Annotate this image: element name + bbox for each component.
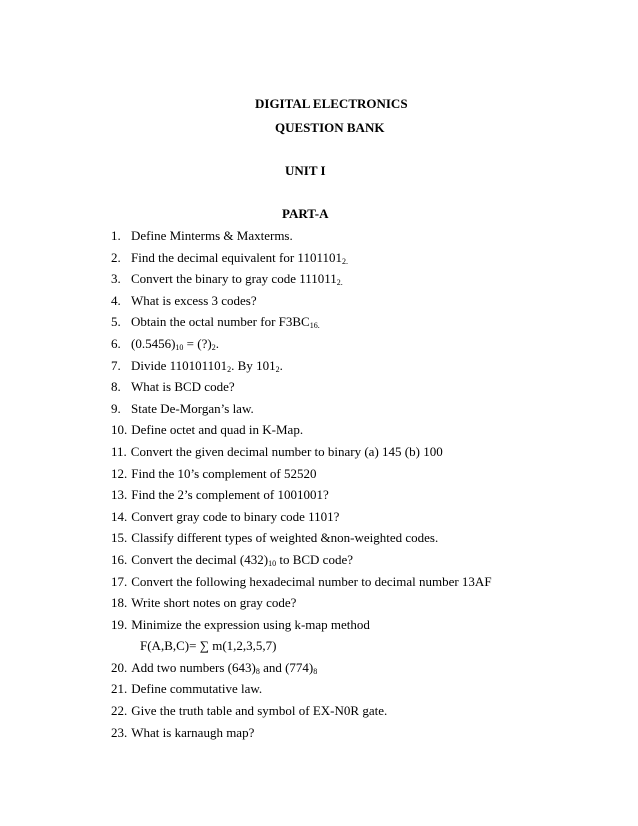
question-text bbox=[131, 506, 339, 528]
question-text bbox=[131, 527, 438, 549]
question-item bbox=[111, 355, 611, 377]
question-text-part: Find the decimal equivalent for 1101101 bbox=[131, 249, 342, 265]
question-item bbox=[111, 722, 611, 744]
question-number: 3. bbox=[111, 271, 121, 287]
question-item bbox=[111, 463, 611, 485]
question-text bbox=[131, 614, 370, 636]
question-text-part: What is karnaugh map? bbox=[131, 724, 255, 740]
question-text-part: Write short notes on gray code? bbox=[131, 595, 297, 611]
question-text bbox=[131, 722, 254, 744]
question-text bbox=[131, 398, 254, 420]
subscript: 8 bbox=[313, 666, 318, 676]
question-text bbox=[131, 290, 257, 312]
question-item bbox=[111, 549, 611, 571]
question-text-part: Convert the decimal (432) bbox=[131, 551, 269, 567]
question-item bbox=[111, 484, 611, 506]
question-item bbox=[111, 614, 611, 636]
subscript: 2 bbox=[211, 342, 216, 352]
question-text-part: Define Minterms & Maxterms. bbox=[131, 228, 293, 243]
question-text bbox=[131, 268, 343, 290]
question-number: 8. bbox=[111, 379, 121, 395]
question-text-part: Define commutative law. bbox=[131, 681, 263, 697]
question-item bbox=[111, 333, 611, 355]
question-text-part: . By 101 bbox=[231, 357, 276, 373]
question-text bbox=[131, 225, 293, 247]
subscript: 2 bbox=[227, 364, 232, 374]
question-number: 7. bbox=[111, 357, 121, 373]
question-text bbox=[131, 311, 320, 333]
question-item bbox=[111, 225, 611, 247]
question-text bbox=[131, 419, 303, 441]
question-number: 9. bbox=[111, 400, 121, 416]
question-text-part: = (?) bbox=[183, 335, 212, 351]
question-number: 11. bbox=[111, 443, 127, 459]
question-number: 18. bbox=[111, 595, 128, 611]
question-item bbox=[111, 506, 611, 528]
question-item bbox=[111, 441, 611, 463]
question-number: 4. bbox=[111, 292, 121, 308]
question-number: 14. bbox=[111, 508, 128, 524]
question-number: 1. bbox=[111, 228, 121, 243]
question-text-part: . bbox=[215, 335, 219, 351]
question-text-part: What is BCD code? bbox=[131, 379, 235, 395]
question-text-part: Convert the following hexadecimal number to decimal number 13AF bbox=[131, 573, 492, 589]
question-text bbox=[131, 463, 316, 485]
question-text-part: and (774) bbox=[259, 659, 314, 675]
question-text-part: to BCD code? bbox=[276, 551, 353, 567]
document-title: DIGITAL ELECTRONICS bbox=[255, 96, 408, 111]
question-text bbox=[131, 247, 348, 269]
question-number: 22. bbox=[111, 703, 128, 719]
question-text bbox=[131, 700, 387, 722]
question-item bbox=[111, 700, 611, 722]
question-text-part: Add two numbers (643) bbox=[131, 659, 256, 675]
part-heading: PART-A bbox=[282, 206, 329, 221]
question-number: 13. bbox=[111, 487, 128, 503]
question-text-part: State De-Morgan’s law. bbox=[131, 400, 254, 416]
question-item bbox=[111, 311, 611, 333]
question-text bbox=[131, 657, 317, 679]
question-item bbox=[111, 527, 611, 549]
question-text-part: Give the truth table and symbol of EX-N0R gate. bbox=[131, 703, 388, 719]
question-item bbox=[111, 678, 611, 700]
question-text-part: Find the 10’s complement of 52520 bbox=[131, 465, 317, 481]
subscript: 2. bbox=[336, 278, 343, 288]
question-text bbox=[131, 355, 283, 377]
question-item bbox=[111, 419, 611, 441]
subscript: 2 bbox=[275, 364, 280, 374]
question-text bbox=[131, 592, 296, 614]
question-expression: F(A,B,C)= ∑ m(1,2,3,5,7) bbox=[140, 638, 277, 654]
question-text bbox=[131, 678, 262, 700]
question-text bbox=[131, 376, 235, 398]
subscript: 10 bbox=[175, 342, 184, 352]
question-text-part: Find the 2’s complement of 1001001? bbox=[131, 487, 329, 503]
question-number: 2. bbox=[111, 249, 121, 265]
question-item bbox=[111, 268, 611, 290]
question-number: 6. bbox=[111, 335, 121, 351]
question-text-part: Classify different types of weighted &non-weighted codes. bbox=[131, 530, 439, 546]
unit-heading: UNIT I bbox=[285, 163, 326, 178]
question-item bbox=[111, 398, 611, 420]
question-item bbox=[111, 571, 611, 593]
question-text-part: Define octet and quad in K-Map. bbox=[131, 422, 304, 438]
question-text-part: Minimize the expression using k-map method bbox=[131, 616, 370, 632]
question-number: 21. bbox=[111, 681, 128, 697]
question-number: 12. bbox=[111, 465, 128, 481]
question-text-part: Convert gray code to binary code 1101? bbox=[131, 508, 340, 524]
question-item bbox=[111, 290, 611, 312]
question-list bbox=[111, 225, 611, 743]
question-item bbox=[111, 247, 611, 269]
question-item bbox=[111, 657, 611, 679]
question-number: 17. bbox=[111, 573, 128, 589]
subscript: 10 bbox=[268, 558, 277, 568]
question-text-part: . bbox=[279, 357, 283, 373]
subscript: 8 bbox=[255, 666, 260, 676]
subscript: 16. bbox=[309, 321, 320, 331]
question-number: 16. bbox=[111, 551, 128, 567]
question-text bbox=[131, 333, 219, 355]
question-text-part: (0.5456) bbox=[131, 335, 176, 351]
question-text-part: What is excess 3 codes? bbox=[131, 292, 257, 308]
question-number: 10. bbox=[111, 422, 128, 438]
question-number: 15. bbox=[111, 530, 128, 546]
question-text bbox=[131, 484, 329, 506]
question-text bbox=[131, 571, 491, 593]
question-text-part: Divide 110101101 bbox=[131, 357, 228, 373]
question-number: 20. bbox=[111, 659, 128, 675]
question-item bbox=[111, 592, 611, 614]
question-number: 19. bbox=[111, 616, 128, 632]
question-text-part: Obtain the octal number for F3BC bbox=[131, 314, 310, 330]
question-number: 23. bbox=[111, 724, 128, 740]
document-subtitle: QUESTION BANK bbox=[275, 120, 385, 135]
subscript: 2. bbox=[341, 256, 348, 266]
question-text bbox=[131, 441, 443, 463]
question-text-part: Convert the binary to gray code 111011 bbox=[131, 271, 337, 287]
question-text bbox=[131, 549, 353, 571]
question-number: 5. bbox=[111, 314, 121, 330]
question-text-part: Convert the given decimal number to binary (a) 145 (b) 100 bbox=[130, 443, 443, 459]
question-item bbox=[111, 376, 611, 398]
